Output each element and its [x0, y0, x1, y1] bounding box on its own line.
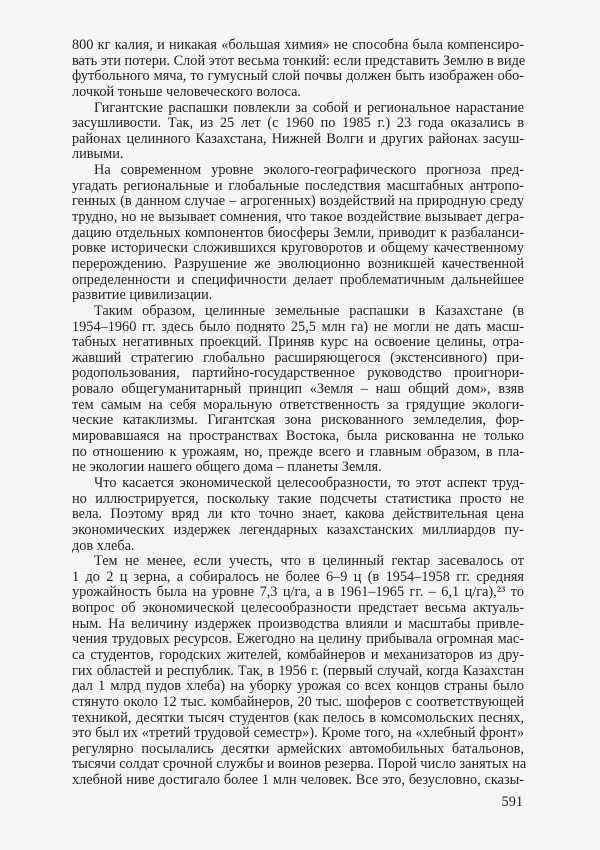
text-line: дацию отдельных компонентов биосферы Земли, приводит к разбаланси- [72, 224, 524, 241]
text-line: регулярно посылались десятки армейских автомобильных батальонов, [72, 740, 524, 757]
text-line: Тем не менее, если учесть, что в целинный гектар засевалось от [94, 553, 524, 570]
text-line: перерождению. Разрушение же эволюционно возникшей качественной [72, 255, 524, 272]
text-line: техникой, десятки тысяч студентов (как пелось в комсомольских песнях, [72, 709, 524, 726]
text-line: футбольного мяча, то гумусный слой почвы должен быть изображен обо- [72, 68, 524, 85]
paragraph [72, 101, 524, 164]
text-line: развитие цивилизации. [72, 287, 213, 304]
text-line: Таким образом, целинные земельные распашки в Казахстане (в [94, 302, 524, 319]
text-line: тысячи солдат срочной службы и воинов резерва. Порой число занятых на [72, 756, 527, 773]
text-line: вела. Поэтому вряд ли кто точно знает, какова действительная цена [72, 506, 524, 523]
text-line: чения трудовых ресурсов. Ежегодно на целину прибывала огромная мас- [72, 631, 524, 648]
text-line: тем самым на себя моральную ответственность за грядущие экологи- [72, 396, 524, 413]
paragraph [72, 163, 524, 304]
text-line: определенности и специфичности делает проблематичным дальнейшее [72, 271, 524, 288]
paragraph [72, 38, 524, 101]
text-line: стянуто около 12 тыс. комбайнеров, 20 тыс. шоферов с соответствующей [72, 693, 524, 710]
text-line: генных (в данном случае – агрогенных) воздействий на природную среду [72, 193, 524, 210]
text-line: родопользования, партийно-государственное руководство проигнори- [72, 365, 524, 382]
text-line: са студентов, городских жителей, комбайнеров и механизаторов из дру- [72, 646, 524, 663]
text-line: не экологии нашего общего дома – планеты Земля. [72, 459, 382, 476]
text-line: районах целинного Казахстана, Нижней Волги и других районах засуш- [72, 130, 524, 147]
text-line: вать эти потери. Слой этот весьма тонкий: если представить Землю в виде [72, 52, 526, 69]
text-line: но иллюстрируется, поскольку такие подсчеты статистика просто не [72, 490, 524, 507]
text-line: по отношению к урожаям, но, прежде всего и главным образом, в пла- [72, 443, 524, 460]
text-line: урожайность была на уровне 7,3 ц/га, а в 1961–1965 гг. – 6,1 ц/га),²³ то [72, 584, 524, 601]
text-line: экономических издержек легендарных казахстанских миллиардов пу- [72, 521, 524, 538]
paragraph [72, 304, 524, 476]
text-line: угадать региональные и глобальные последствия масштабных антропо- [72, 177, 524, 194]
text-line: засушливости. Так, из 25 лет (с 1960 по 1985 г.) 23 года оказались в [72, 115, 524, 132]
text-line: хлебной ниве достигало более 1 млн человек. Все это, безусловно, сказы- [72, 772, 524, 789]
paragraph [72, 476, 524, 554]
text-line: мировавшаяся на пространствах Востока, была рискованна не только [72, 428, 524, 445]
text-line: это был их «третий трудовой семестр»). Кроме того, на «хлебный фронт» [72, 725, 524, 742]
text-line: лочкой тоньше человеческого волоса. [72, 83, 302, 100]
text-line: ровало общегуманитарный принцип «Земля – наш общий дом», взяв [72, 381, 524, 398]
text-line: Что касается экономической целесообразности, то этот аспект труд- [94, 474, 524, 491]
text-line: Гигантские распашки повлекли за собой и региональное нарастание [94, 99, 524, 116]
text-line: 1 до 2 ц зерна, а собиралось не более 6–9 ц (в 1954–1958 гг. средняя [72, 568, 524, 585]
text-line: ческие катаклизмы. Гигантская зона рискованного земледелия, фор- [72, 412, 524, 429]
text-line: гих областей и республик. Так, в 1956 г. (первый случай, когда Казахстан [72, 662, 524, 679]
page-number: 591 [501, 794, 523, 810]
text-line: ливыми. [72, 146, 124, 163]
paragraph [72, 553, 527, 789]
text-line: трудно, но не вызывает сомнения, что такое воздействие вызывает дегра- [72, 209, 524, 226]
text-line: дов хлеба. [72, 537, 135, 554]
text-line: 800 кг калия, и никакая «большая химия» не способна была компенсиро- [72, 37, 524, 53]
text-line: дал 1 млрд пудов хлеба) на уборку урожая со всех концов страны было [72, 678, 524, 695]
text-line: ровке исторически сложившихся круговоротов и общему качественному [72, 240, 524, 257]
body-text [72, 37, 527, 789]
text-line: На современном уровне эколого-географического прогноза пред- [94, 162, 524, 179]
text-line: табных негативных проекций. Приняв курс на освоение целины, отра- [72, 334, 524, 351]
text-line: жавший стратегию глобально расширяющегося (экстенсивного) при- [72, 349, 524, 366]
text-line: вопрос об экономической целесообразности предстает весьма актуаль- [72, 600, 524, 617]
text-line: 1954–1960 гг. здесь было поднято 25,5 млн га) не могли не дать масш- [72, 318, 524, 335]
text-line: ным. На величину издержек производства влияли и масштабы привле- [72, 615, 524, 632]
